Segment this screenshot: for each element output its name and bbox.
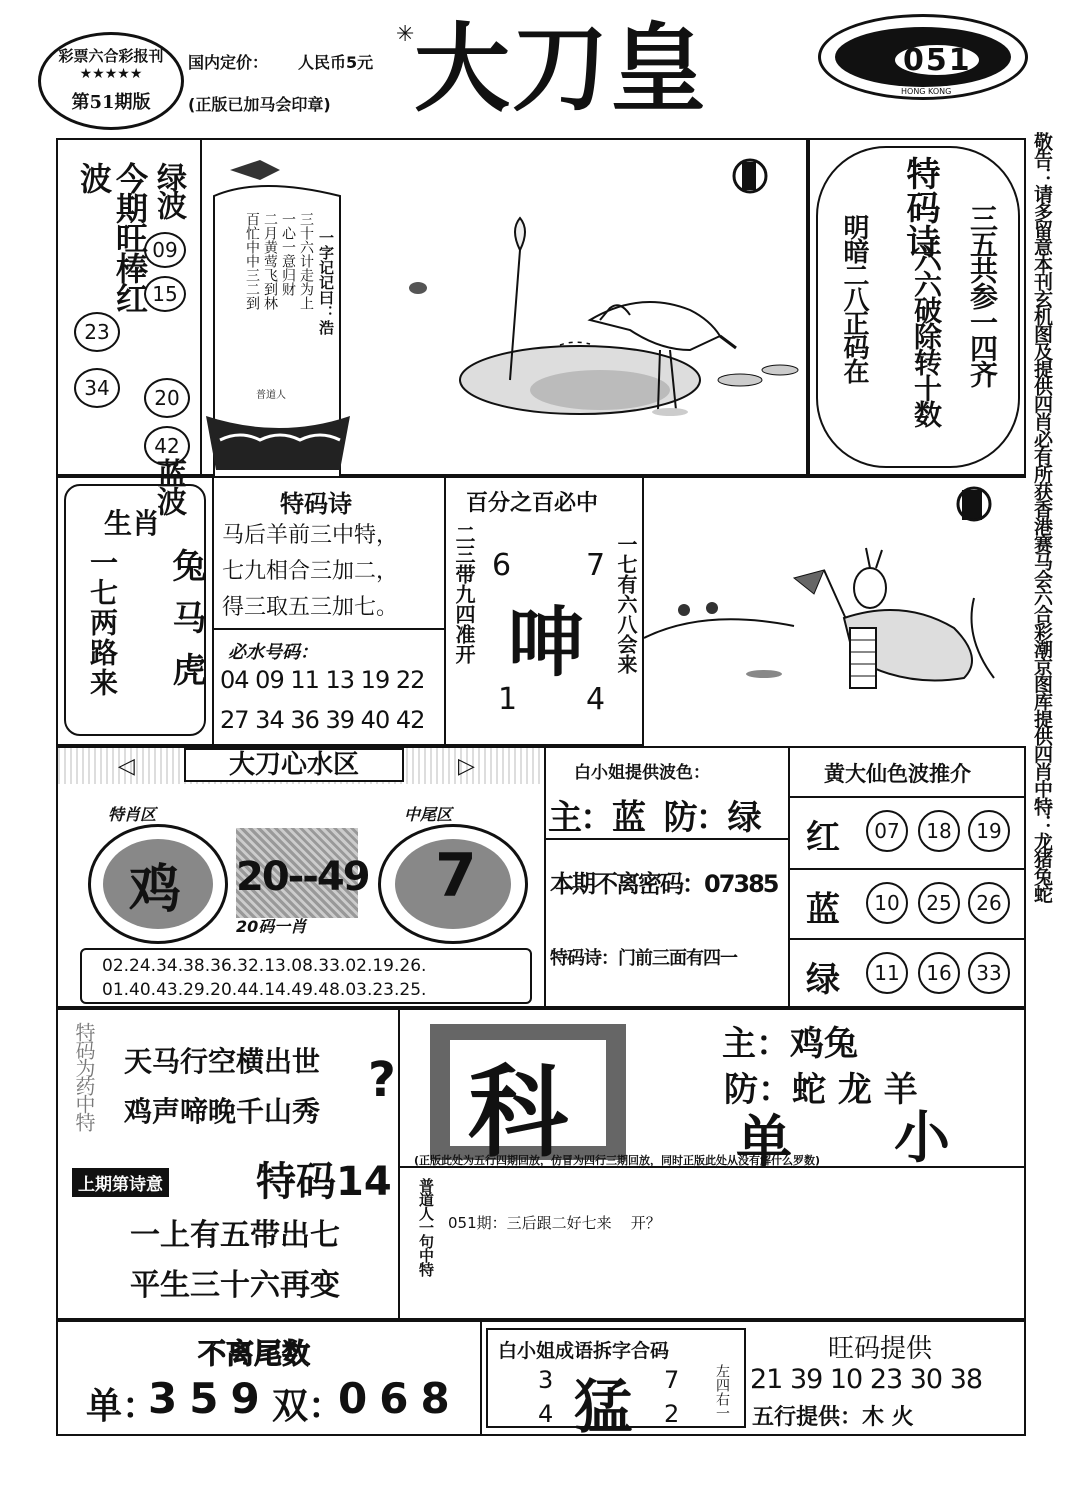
tema-poem-line: 七九相合三加二，	[222, 559, 399, 584]
huang-box	[790, 746, 1026, 1008]
ke-main: 主：鸡兔	[722, 1024, 858, 1064]
dan-value: 359	[148, 1374, 272, 1423]
blue-number: 42	[144, 426, 190, 466]
idiom-side: 左四右一	[714, 1364, 730, 1420]
tema-poem-line: 马后羊前三中特，	[222, 523, 399, 548]
dadao-title: 大刀心水区	[184, 748, 404, 782]
ke-box	[400, 1008, 1026, 1320]
header	[0, 0, 1080, 130]
dadao-range: 20--49	[236, 854, 369, 900]
hundred-num: 7	[586, 548, 606, 583]
logo-bottom-text: 第51期版	[71, 92, 151, 113]
idiom-num: 7	[664, 1366, 680, 1394]
idiom-num: 2	[664, 1400, 680, 1428]
publication-logo	[38, 32, 184, 130]
huang-number: 25	[918, 882, 960, 924]
green-number: 15	[144, 276, 186, 312]
scroll-row: 02.24.34.38.36.32.13.08.33.02.19.26.	[102, 956, 427, 976]
issue-number: 051	[903, 43, 972, 78]
idiom-title: 白小姐成语拆字合码	[498, 1340, 670, 1362]
ke-fang: 防：蛇 龙 羊	[724, 1070, 918, 1110]
bishui-label: 必水号码：	[228, 642, 318, 663]
footer	[56, 1320, 1026, 1441]
hundred-num: 6	[492, 548, 512, 583]
illustration-panel	[200, 138, 808, 476]
sail-poem-side: 一字记记曰：浩	[317, 230, 335, 335]
sail-poem-col: 一心一意归财	[280, 212, 296, 296]
dadao-tail: 7	[435, 841, 477, 911]
logo-stars: ★★★★★	[79, 66, 143, 82]
huang-title: 黄大仙色波推介	[824, 762, 971, 786]
ke-note: (正版此处为五行四期回放，仿冒为四行三期回放，同时正版此处从没有解什么罗数)	[414, 1154, 821, 1167]
crane-illustration	[360, 140, 806, 476]
ke-issue-line: 051期：三后跟二好七来 开？	[448, 1214, 661, 1232]
huang-label: 红	[806, 818, 840, 858]
side-notice: 敬告：请多留意本刊玄机图及提供四肖必有所获香港赛马会六合彩潮京图库提供四肖中特：龙猪兔蛇	[1031, 132, 1053, 902]
prev-issue-label: 上期第诗意	[72, 1168, 169, 1197]
green-number: 09	[144, 232, 186, 268]
title-star-icon: ✳	[396, 22, 415, 47]
arrow-icon: ◁	[118, 754, 135, 779]
sail-poem-col: 三十六计走为上	[298, 212, 314, 310]
huang-number: 18	[918, 810, 960, 852]
idiom-box	[486, 1328, 746, 1441]
hundred-center-char: 呻	[508, 598, 584, 687]
verse-line: 一上有五带出七	[130, 1218, 340, 1253]
blue-number: 20	[144, 378, 190, 418]
number-scroll	[80, 948, 532, 1004]
zodiac-left: 一七两路来	[86, 548, 119, 698]
ke-char: 科	[468, 1054, 568, 1171]
huang-number: 07	[866, 810, 908, 852]
miss-bai-title: 白小姐提供波色：	[574, 763, 710, 783]
green-wave-label: 绿波	[151, 162, 186, 218]
wang-box	[748, 1322, 1024, 1434]
rabbit-illustration	[644, 478, 1024, 746]
red-number: 34	[74, 368, 120, 408]
question-mark: ?	[368, 1052, 396, 1108]
tema-poem-box	[214, 476, 446, 746]
dadao-zodiac: 鸡	[129, 860, 182, 920]
verse-line: 平生三十六再变	[130, 1268, 340, 1303]
wang-numbers: 21 39 10 23 30 38	[750, 1364, 983, 1395]
issue-seal	[818, 14, 1028, 100]
sail-poem-author: 普道人	[256, 390, 286, 401]
scroll-row: 01.40.43.29.20.44.14.49.48.03.23.25.	[102, 980, 427, 1000]
page-title: 大刀皇	[414, 12, 708, 125]
miss-bai-box	[546, 746, 790, 1008]
wave-title: 今期旺棒红波	[75, 162, 149, 312]
tema-poem-line: 得三取五三加七。	[222, 595, 399, 620]
hundred-title: 百分之百必中	[466, 491, 599, 516]
hundred-percent-box	[446, 476, 644, 746]
verse-line: 鸡声啼晚千山秀	[124, 1095, 321, 1128]
dadao-sub: 20码一肖	[236, 917, 307, 936]
crane-poem-col: 明暗二八正码在	[839, 214, 869, 382]
rabbit-illustration-panel	[644, 476, 1026, 746]
logo-top-text: 彩票六合彩报刊	[58, 47, 164, 65]
bishui-row: 04 09 11 13 19 22	[220, 666, 425, 694]
tail-badge	[378, 824, 528, 944]
sail-poem-col: 百忙中中三二到	[244, 212, 260, 310]
wuxing: 五行提供：木 火	[752, 1405, 914, 1430]
dadao-zone	[56, 746, 546, 1008]
tail-title: 不离尾数	[198, 1337, 311, 1370]
hundred-num: 4	[586, 682, 606, 717]
huang-number: 33	[968, 952, 1010, 994]
blue-wave-label: 蓝波	[151, 458, 186, 514]
shuang-value: 068	[338, 1374, 462, 1423]
authenticity-note: (正版已加马会印章)	[188, 95, 331, 114]
badge-label-left: 特肖区	[108, 805, 157, 824]
price-label: 国内定价：	[188, 53, 269, 72]
miss-bai-main: 主：蓝 防：绿	[548, 798, 760, 838]
price-value: 人民币5元	[298, 53, 374, 72]
seal-text: HONG KONG	[901, 87, 952, 96]
huang-label: 绿	[806, 960, 840, 1000]
idiom-char: 猛	[574, 1373, 633, 1441]
shuang-label: 双：	[272, 1386, 345, 1427]
miss-bai-poem: 特码诗：门前三面有四一	[550, 948, 737, 969]
crane-poem-col: 六六破除转十数	[910, 244, 943, 426]
verse-side: 特码为药中特	[72, 1022, 96, 1130]
huang-number: 11	[866, 952, 908, 994]
dense-code: 本期不离密码：07385	[550, 870, 778, 898]
idiom-num: 3	[538, 1366, 554, 1394]
bishui-row: 27 34 36 39 40 42	[220, 706, 425, 734]
arrow-icon: ▷	[458, 754, 475, 779]
tema-14: 特码14	[256, 1159, 392, 1205]
zodiac-title: 生肖	[104, 507, 161, 540]
wave-box	[56, 138, 202, 514]
crane-poem-title: 特码诗	[900, 156, 940, 258]
wang-title: 旺码提供	[828, 1334, 933, 1364]
dan-label: 单：	[86, 1386, 159, 1427]
idiom-num: 4	[538, 1400, 554, 1428]
hundred-left-col: 二三带九四准开	[452, 524, 476, 664]
zodiac-box	[56, 476, 214, 746]
crane-poem-box	[808, 138, 1026, 476]
huang-number: 19	[968, 810, 1010, 852]
sail-poem-col: 二月黄莺飞到林	[262, 212, 278, 310]
huang-number: 10	[866, 882, 908, 924]
ke-xiao: 小	[894, 1106, 950, 1171]
verse-line: 天马行空横出世	[124, 1045, 321, 1078]
zodiac-badge	[88, 824, 228, 944]
huang-label: 蓝	[806, 890, 840, 930]
ke-side: 普道人一句中特	[417, 1178, 435, 1276]
huang-number: 16	[918, 952, 960, 994]
ke-dan: 单	[736, 1110, 792, 1175]
huang-number: 26	[968, 882, 1010, 924]
badge-label-right: 中尾区	[404, 805, 453, 824]
tema-poem-title: 特码诗	[280, 490, 352, 518]
tail-box	[58, 1322, 482, 1434]
red-number: 23	[74, 312, 120, 352]
hundred-right-col: 一七有六八会来	[614, 534, 638, 674]
crane-poem-col: 三五共参一四齐	[966, 204, 999, 386]
zodiac-right: 兔马虎	[166, 548, 206, 704]
hundred-num: 1	[498, 682, 518, 717]
verse-box	[56, 1008, 400, 1320]
